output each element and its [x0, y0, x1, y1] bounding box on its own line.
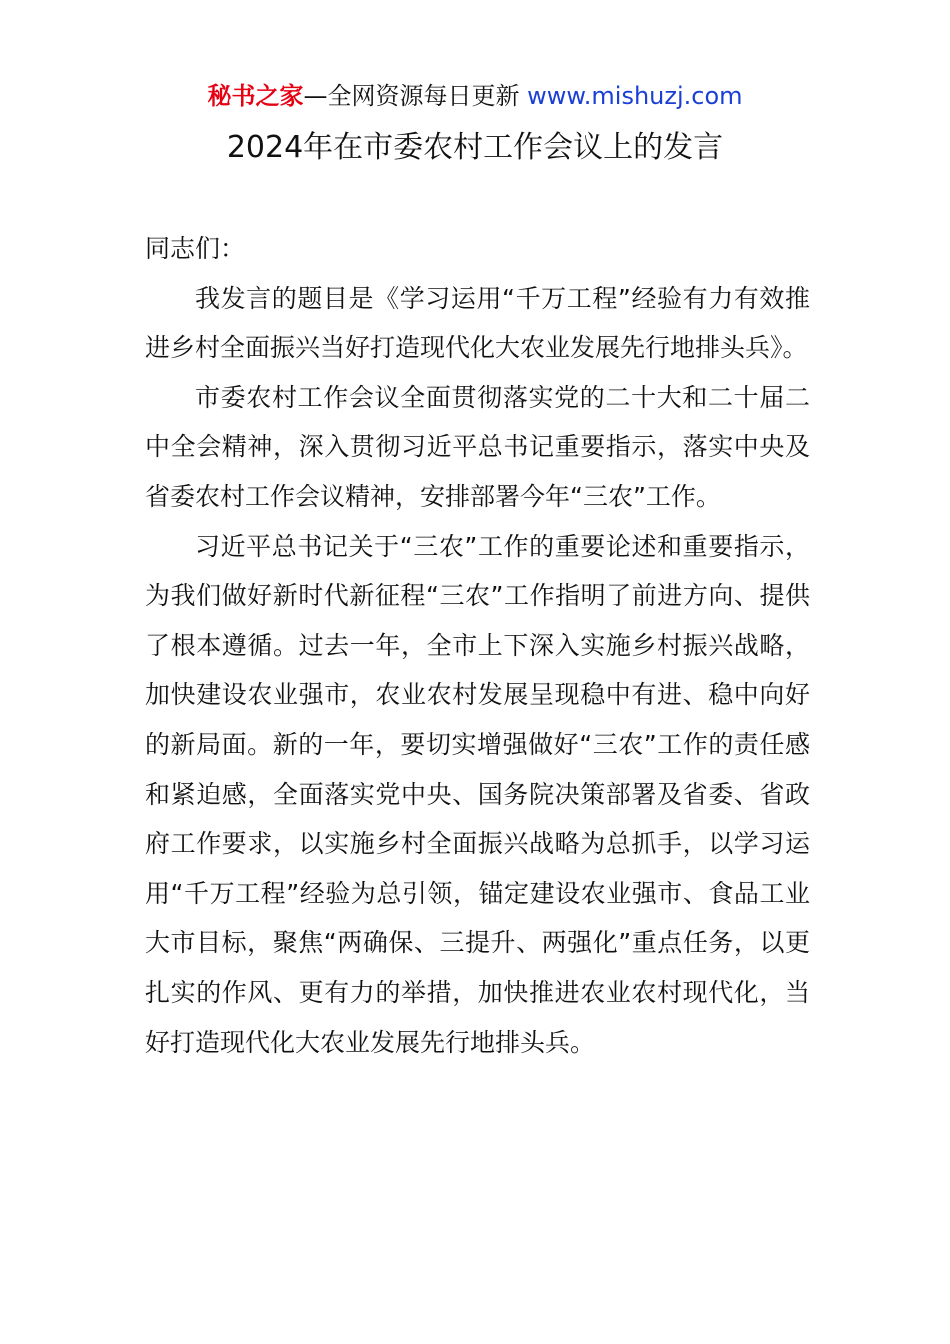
- paragraph-2: 市委农村工作会议全面贯彻落实党的二十大和二十届二中全会精神，深入贯彻习近平总书记重要指示，落实中央及省委农村工作会议精神，安排部署今年“三农”工作。: [145, 382, 810, 511]
- document-title: 2024年在市委农村工作会议上的发言: [226, 130, 724, 165]
- salutation: 同志们：: [145, 234, 246, 263]
- header-slogan: —全网资源每日更新: [303, 82, 520, 110]
- paragraph-1: 我发言的题目是《学习运用“千万工程”经验有力有效推进乡村全面振兴当好打造现代化大农业发展先行地排头兵》。: [145, 283, 810, 363]
- site-header: [0, 80, 950, 112]
- paragraph-3: 习近平总书记关于“三农”工作的重要论述和重要指示，为我们做好新时代新征程“三农”工作指明了前进方向、提供了根本遵循。过去一年，全市上下深入实施乡村振兴战略，加快建设农业强市，农业农村发展呈现稳中有进、稳中向好的新局面。新的一年，要切实增强做好“三农”工作的责任感和紧迫感，全面落实党中央、国务院决策部署及省委、省政府工作要求，以实施乡村全面振兴战略为总抓手，以学习运用“千万工程”经验为总引领，锚定建设农业强市、食品工业大市目标，聚焦“两确保、三提升、两强化”重点任务，以更扎实的作风、更有力的举措，加快推进农业农村现代化，当好打造现代化大农业发展先行地排头兵。: [145, 531, 810, 1057]
- brand-name: 秘书之家: [207, 82, 304, 110]
- document-body: [145, 224, 810, 1067]
- site-url[interactable]: www.mishuzj.com: [527, 82, 743, 110]
